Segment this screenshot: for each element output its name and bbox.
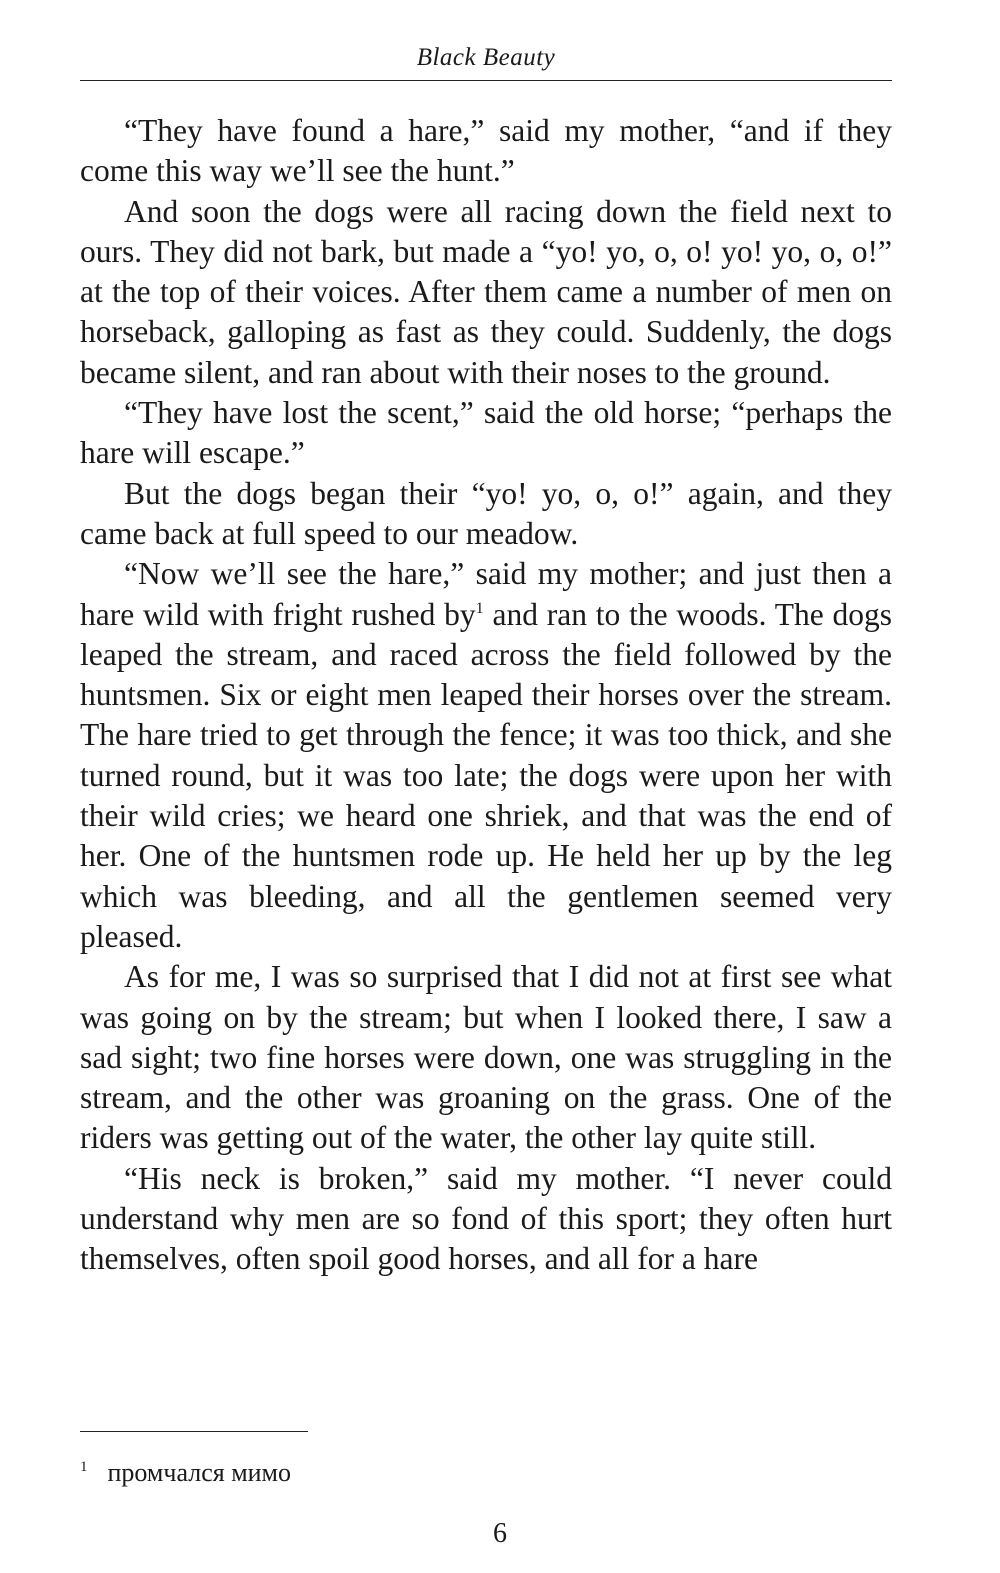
footnote-text: промчался мимо bbox=[107, 1458, 292, 1487]
paragraph: As for me, I was so surprised that I did not at first see what was going on by the stream; but when I looked there, I saw a sad sight; two fine horses were down, one was struggling in the stream, and the other was groaning on the grass. One of the riders was getting out of the water, the other lay quite still. bbox=[80, 959, 892, 1156]
paragraph: “They have found a hare,” said my mother, “and if they come this way we’ll see the hunt.” bbox=[80, 113, 892, 189]
footnote-rule bbox=[80, 1431, 308, 1432]
paragraph-text: and ran to the woods. The dogs leaped the stream, and raced across the field followed by the huntsmen. Six or eight men leaped their horses over the stream. The hare tried to get through the fence; it was too thick, and she turned round, but it was too late; the dogs were upon her with their wild cries; we heard one shriek, and that was the end of her. One of the huntsmen rode up. He held her up by the leg which was bleeding, and all the gentlemen seemed very pleased. bbox=[80, 596, 892, 954]
body-text bbox=[80, 111, 892, 1280]
paragraph-text: “Now we’ll see the hare,” said my mother; and just then a hare wild with fright rushed by bbox=[80, 556, 892, 632]
running-head: Black Beauty bbox=[416, 44, 556, 71]
header-rule bbox=[80, 80, 892, 81]
paragraph: But the dogs began their “yo! yo, o, o!” again, and they came back at full speed to our meadow. bbox=[80, 475, 892, 551]
paragraph: “His neck is broken,” said my mother. “I never could understand why men are so fond of this sport; they often hurt themselves, often spoil good horses, and all for a hare bbox=[80, 1160, 892, 1277]
paragraph: And soon the dogs were all racing down the field next to ours. They did not bark, but made a “yo! yo, o, o! yo! yo, o, o!” at the top of their voices. After them came a number of men on horseback, galloping as fast as they could. Suddenly, the dogs became silent, and ran about with their noses to the ground. bbox=[80, 193, 892, 390]
page-number: 6 bbox=[493, 1518, 507, 1549]
paragraph: “They have lost the scent,” said the old horse; “perhaps the hare will escape.” bbox=[80, 395, 892, 471]
footnote-mark: 1 bbox=[80, 1459, 88, 1475]
footnote-reference: 1 bbox=[475, 599, 484, 617]
paragraph bbox=[80, 554, 892, 957]
footnote bbox=[80, 1451, 291, 1489]
